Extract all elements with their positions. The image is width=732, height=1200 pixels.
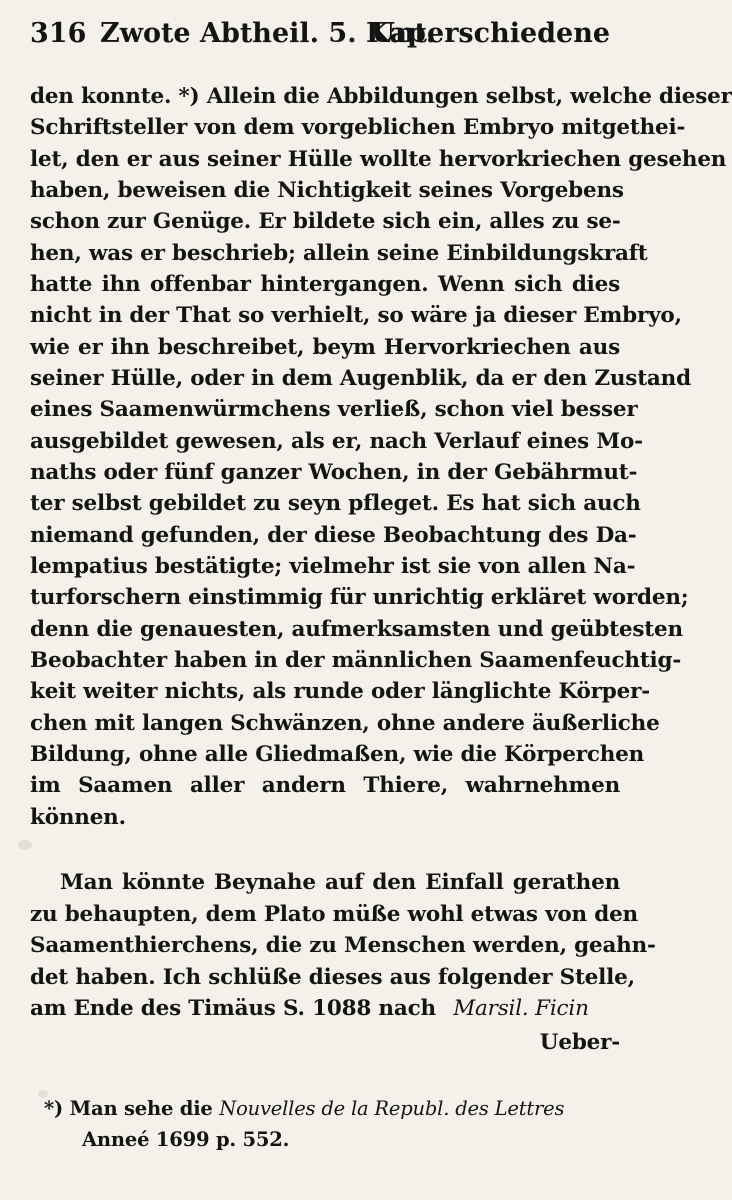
text-line: keit weiter nichts, als runde oder länglichte Körper- (30, 679, 650, 704)
text-line: hatte ihn offenbar hintergangen. Wenn sich dies (30, 272, 620, 297)
text-line: den konnte. *) Allein die Abbildungen selbst, welche dieser (30, 84, 732, 109)
text-line: Schriftsteller von dem vorgeblichen Embryo mitgethei- (30, 115, 686, 140)
footnote-lead: Man sehe die (69, 1097, 213, 1120)
text-line: schon zur Genüge. Er bildete sich ein, alles zu se- (30, 209, 621, 234)
text-line: Bildung, ohne alle Gliedmaßen, wie die Körperchen (30, 742, 645, 767)
text-line: let, den er aus seiner Hülle wollte hervorkriechen gesehen (30, 147, 727, 172)
text-line: Saamenthierchens, die zu Menschen werden, geahn- (30, 933, 656, 958)
text-line: ausgebildet gewesen, als er, nach Verlauf eines Mo- (30, 429, 643, 454)
text-line: turforschern einstimmig für unrichtig erkläret worden; (30, 585, 689, 610)
text-line: Man könnte Beynahe auf den Einfall gerathen (60, 870, 620, 895)
text-line: lempatius bestätigte; vielmehr ist sie von allen Na- (30, 554, 636, 579)
text-line: wie er ihn beschreibet, beym Hervorkriechen aus (30, 335, 620, 360)
paper-stain (18, 840, 32, 850)
page-header (30, 14, 610, 54)
citation: Marsil. Ficin (453, 996, 589, 1021)
text-run: am Ende des Timäus S. 1088 nach (30, 996, 436, 1021)
text-line: können. (30, 805, 126, 830)
text-line: haben, beweisen die Nichtigkeit seines Vorgebens (30, 178, 624, 203)
footnote-line (44, 1097, 614, 1120)
page-number: 316 (30, 18, 87, 49)
running-head: Unterschiedene (371, 18, 610, 49)
text-line: eines Saamenwürmchens verließ, schon viel besser (30, 397, 638, 422)
text-line: hen, was er beschrieb; allein seine Einbildungskraft (30, 241, 648, 266)
text-line: naths oder fünf ganzer Wochen, in der Gebährmut- (30, 460, 638, 485)
text-line: zu behaupten, dem Plato müße wohl etwas von den (30, 902, 638, 927)
text-line: det haben. Ich schlüße dieses aus folgender Stelle, (30, 965, 635, 990)
text-line: seiner Hülle, oder in dem Augenblik, da er den Zustand (30, 366, 691, 391)
text-line: niemand gefunden, der diese Beobachtung des Da- (30, 523, 637, 548)
text-line: chen mit langen Schwänzen, ohne andere äußerliche (30, 711, 660, 736)
text-line (30, 996, 620, 1021)
text-line: ter selbst gebildet zu seyn pfleget. Es hat sich auch (30, 491, 641, 516)
footnote-line: Anneé 1699 p. 552. (82, 1128, 290, 1151)
footnote-source: Nouvelles de la Republ. des Lettres (219, 1097, 565, 1120)
footnote-marker: *) (44, 1097, 64, 1120)
text-line: denn die genauesten, aufmerksamsten und geübtesten (30, 617, 683, 642)
chapter-title: Zwote Abtheil. 5. Kap. (100, 18, 436, 49)
text-line: Beobachter haben in der männlichen Saamenfeuchtig- (30, 648, 682, 673)
text-line: nicht in der That so verhielt, so wäre ja dieser Embryo, (30, 303, 682, 328)
text-line: im Saamen aller andern Thiere, wahrnehmen (30, 773, 620, 798)
catchword: Ueber- (539, 1030, 620, 1055)
